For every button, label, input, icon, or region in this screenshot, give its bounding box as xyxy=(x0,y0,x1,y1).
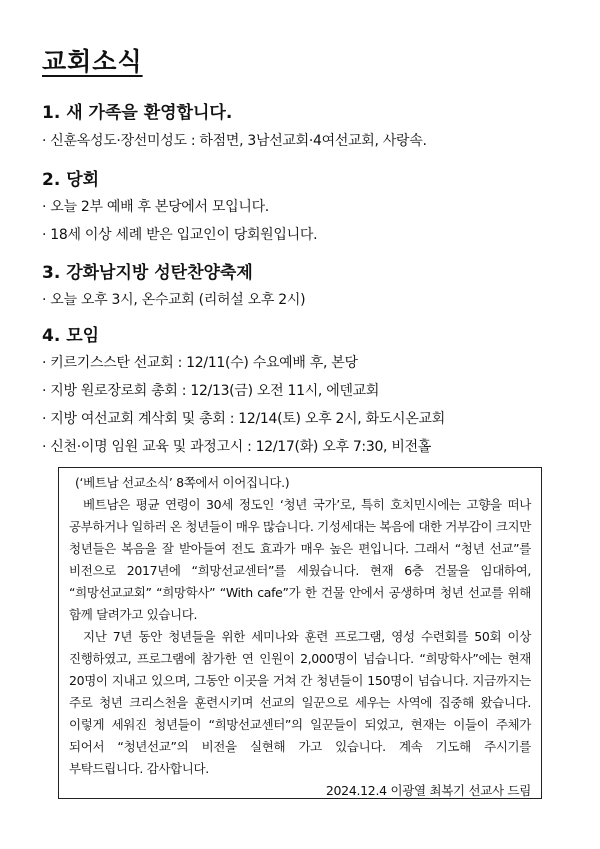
section-heading-christmas-festival: 3. 강화남지방 성탄찬양축제 xyxy=(42,263,253,283)
letter-signature: 2024.12.4 이광열 최복기 선교사 드림 xyxy=(325,783,531,798)
list-item: · 오늘 오후 3시, 온수교회 (리허설 오후 2시) xyxy=(42,292,306,308)
letter-paragraph: 베트남은 평균 연령이 30세 정도인 ‘청년 국가’로, 특히 호치민시에는 고향을 떠나 공부하거나 일하러 온 청년들이 매우 많습니다. 기성세대는 복음에 대한 거부감이 크지만 청년들은 복음을 잘 받아들여 전도 효과가 매우 높은 편입니다. 그래서 “청년 선교”를 비전으로 2017년에 “희망선교센터”를 세웠습니다. 현재 6층 건물을 임대하여, “희망선교교회” “희망학사” “With cafe”가 한 건물 안에서 공생하며 청년 선교를 위해 함께 달려가고 있습니다. xyxy=(69,497,531,622)
list-item: · 지방 여선교회 계삭회 및 총회 : 12/14(토) 오후 2시, 화도시온교회 xyxy=(42,411,445,427)
list-item: · 키르기스스탄 선교회 : 12/11(수) 수요예배 후, 본당 xyxy=(42,355,358,371)
page-title: 교회소식 xyxy=(42,47,143,76)
list-item: · 오늘 2부 예배 후 본당에서 모입니다. xyxy=(42,199,269,215)
letter-paragraph: 지난 7년 동안 청년들을 위한 세미나와 훈련 프로그램, 영성 수련회를 50회 이상 진행하였고, 프로그램에 참가한 연 인원이 2,000명이 넘습니다. “희망학사”에는 현재 20명이 지내고 있으며, 그동안 이곳을 거쳐 간 청년들이 150명이 넘습니다. 지금까지는 주로 청년 크리스천을 훈련시키며 선교의 일꾼으로 세우는 사역에 집중해 왔습니다. 이렇게 세워진 청년들이 “희망선교센터”의 일꾼들이 되었고, 현재는 이들이 주체가 되어서 “청년선교”의 비전을 실현해 가고 있습니다. 계속 기도해 주시기를 부탁드립니다. 감사합니다. xyxy=(69,629,531,776)
list-item: · 지방 원로장로회 총회 : 12/13(금) 오전 11시, 에덴교회 xyxy=(42,383,380,399)
list-item: · 신천·이명 임원 교육 및 과정고시 : 12/17(화) 오후 7:30, 비전홀 xyxy=(42,439,432,455)
section-heading-session: 2. 당회 xyxy=(42,170,100,190)
letter-intro: (‘베트남 선교소식’ 8쪽에서 이어집니다.) xyxy=(75,475,290,490)
list-item: · 18세 이상 세례 받은 입교인이 당회원입니다. xyxy=(42,227,318,243)
section-heading-meetings: 4. 모임 xyxy=(42,326,100,346)
section-heading-new-family: 1. 새 가족을 환영합니다. xyxy=(42,103,233,123)
list-item: · 신훈옥성도·장선미성도 : 하점면, 3남선교회·4여선교회, 사랑속. xyxy=(42,133,427,149)
mission-letter-box xyxy=(58,467,542,799)
